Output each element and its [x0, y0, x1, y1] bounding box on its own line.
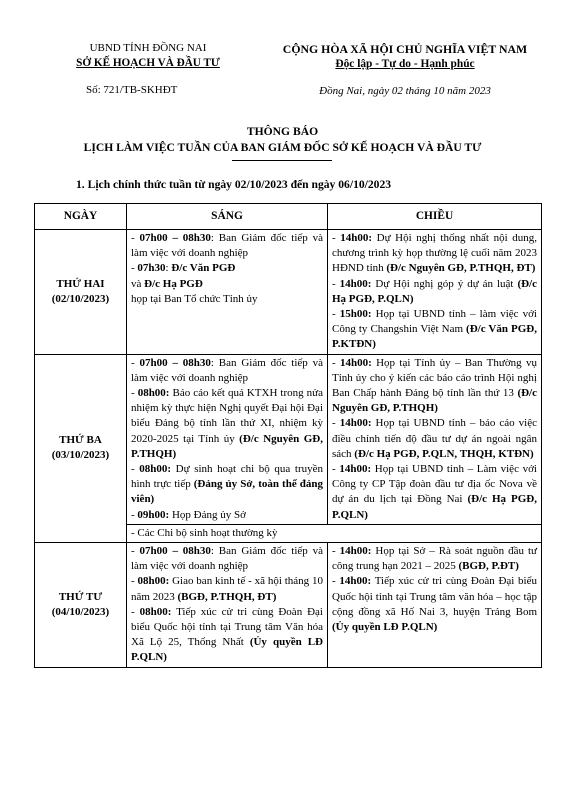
entry-text: -	[332, 308, 340, 321]
schedule-entry	[332, 462, 537, 523]
entry-text: -	[332, 417, 340, 430]
schedule-entry	[332, 277, 537, 307]
entry-text: :	[165, 262, 172, 275]
day-cell	[35, 230, 127, 355]
schedule-entry	[131, 231, 323, 261]
entry-text: Họp tại UBND tỉnh – làm việc với Công ty Changshin Việt Nam	[332, 308, 537, 336]
morning-cell	[127, 230, 328, 355]
entry-text: : Ban Giám đốc tiếp và làm việc với doanh nghiệp	[131, 545, 323, 573]
schedule-entry	[332, 544, 537, 574]
schedule-entry	[131, 386, 323, 462]
issuing-agency-block	[48, 42, 248, 98]
document-date: Đồng Nai, ngày 02 tháng 10 năm 2023	[319, 84, 491, 97]
entry-time: 14h00:	[339, 575, 372, 588]
entry-time: 14h00:	[339, 417, 372, 430]
entry-text: Họp tại Tỉnh ủy – Ban Thường vụ Tỉnh ủy cho ý kiến các báo cáo trình Hội nghị Ban Chấp hành Đảng bộ tỉnh lần thứ 13	[332, 356, 537, 400]
morning-cell	[127, 543, 328, 668]
entry-attendees: (BGĐ, P.THQH, ĐT)	[177, 590, 277, 603]
entry-text: : Ban Giám đốc tiếp và làm việc với doanh nghiệp	[131, 232, 323, 260]
entry-text: -	[332, 463, 340, 476]
schedule-entry	[131, 605, 323, 666]
entry-attendees: (Đ/c Văn PGĐ, P.KTĐN)	[332, 323, 537, 351]
day-date: (03/10/2023)	[51, 449, 110, 462]
schedule-entry	[332, 307, 537, 353]
table-row	[35, 354, 542, 524]
entry-time: 14h00:	[340, 356, 372, 369]
entry-attendees: (Ủy quyền LĐ P.QLN)	[131, 636, 324, 664]
entry-time: 14h00:	[339, 463, 372, 476]
document-type: THÔNG BÁO	[246, 125, 319, 138]
entry-attendees: (Ủy quyền LĐ P.QLN)	[332, 621, 438, 634]
day-name: THỨ BA	[59, 434, 102, 447]
entry-time: 14h00:	[339, 277, 372, 290]
entry-text: Giao ban kinh tế - xã hội tháng 10 năm 2023	[131, 575, 323, 603]
entry-attendees: (Đ/c Nguyên GĐ, P.THQH, ĐT)	[386, 262, 536, 275]
entry-text: và	[131, 277, 145, 290]
entry-text: -	[332, 232, 341, 244]
entry-text: Họp tại UBND tỉnh – báo cáo việc điều chỉnh tiến độ đầu tư dự án ngoài ngân sách	[332, 417, 537, 460]
entry-time: 08h00:	[137, 575, 170, 588]
table-row	[35, 230, 542, 355]
entry-time: 08h00:	[139, 463, 172, 476]
entry-time: 09h00:	[137, 508, 170, 521]
schedule-entry	[131, 277, 323, 292]
entry-time: 14h00:	[339, 545, 372, 558]
entry-text: Báo cáo kết quả KTXH trong nửa nhiệm kỳ thực hiện Nghị quyết Đại hội Đại biểu Đảng bộ tỉnh lần thứ XI, nhiệm kỳ 2020-2025 tại Tỉnh ủy	[131, 387, 323, 445]
schedule-entry	[332, 231, 537, 277]
entry-attendees: Đ/c Hạ PGĐ	[144, 277, 203, 290]
entry-time: 15h00:	[339, 308, 372, 321]
entry-text: -	[131, 508, 138, 521]
entry-text: -	[131, 545, 140, 558]
entry-text: -	[332, 545, 340, 558]
entry-text: Họp Đảng ủy Sở	[169, 508, 246, 521]
document-number: Số: 721/TB-SKHĐT	[86, 83, 178, 96]
schedule-entry	[332, 356, 537, 417]
entry-text: Dự sinh hoạt chi bộ qua truyền hình trực tiếp	[131, 463, 323, 491]
afternoon-cell	[328, 543, 542, 668]
entry-text: -	[332, 356, 340, 369]
day-cell	[35, 354, 127, 542]
header-afternoon: CHIỀU	[328, 204, 542, 230]
entry-attendees: (Đ/c Hạ PGĐ, P.QLN)	[332, 493, 537, 521]
entry-attendees: Đ/c Văn PGĐ	[171, 262, 236, 275]
entry-attendees: (Đ/c Nguyên GĐ, P.THQH)	[332, 387, 537, 415]
entry-text: Tiếp xúc cử tri cùng Đoàn Đại biểu Quốc hội tỉnh tại Trung tâm Văn hóa Xã Lộ 25, Thống Nhất	[131, 605, 323, 649]
entry-text: Họp tại UBND tỉnh – Làm việc với Công ty CP Tập đoàn đầu tư địa ốc Nova về dự án du lịch tại Đồng Nai	[332, 463, 537, 506]
entry-time: 07h30	[137, 262, 166, 275]
header-day: NGÀY	[35, 204, 127, 230]
entry-attendees: (BGĐ, P.ĐT)	[458, 560, 519, 573]
entry-text: họp tại Ban Tổ chức Tỉnh ủy	[131, 292, 258, 305]
day-name: THỨ TƯ	[58, 590, 103, 603]
entry-text: -	[131, 262, 138, 275]
table-row	[35, 543, 542, 668]
national-motto: Độc lập - Tự do - Hạnh phúc	[335, 57, 475, 70]
document-title: LỊCH LÀM VIỆC TUẦN CỦA BAN GIÁM ĐỐC SỞ KẾ HOẠCH VÀ ĐẦU TƯ	[83, 141, 482, 154]
entry-text: Tiếp xúc cử tri cùng Đoàn Đại biểu Quốc hội tỉnh tại Trung tâm văn hóa – học tập cộng đồng xã Hố Nai 3, huyện Trảng Bom	[332, 575, 537, 618]
afternoon-cell	[328, 230, 542, 355]
day-name: THỨ HAI	[56, 277, 105, 290]
entry-attendees: (Đ/c Hạ PGĐ, P.QLN)	[332, 277, 537, 305]
entry-text: -	[131, 605, 140, 618]
entry-time: 07h00 – 08h30	[139, 232, 211, 244]
day-cell	[35, 543, 127, 668]
entry-text: -	[131, 356, 140, 369]
entry-time: 08h00:	[137, 387, 170, 400]
header-morning: SÁNG	[127, 204, 328, 230]
schedule-entry	[131, 508, 323, 523]
schedule-entry	[131, 292, 323, 307]
schedule-entry	[131, 356, 323, 386]
entry-attendees: (Đ/c Nguyên GĐ, P.THQH)	[131, 432, 323, 460]
entry-text: Dự Hội nghị thống nhất nội dung, chương trình kỳ họp thường lệ cuối năm 2023 HĐND tỉnh	[332, 232, 537, 275]
entry-text: Họp tại Sở – Rà soát nguồn đầu tư công trung hạn 2021 – 2025	[332, 545, 537, 573]
table-header-row	[35, 204, 542, 230]
weekly-schedule-table	[34, 203, 542, 668]
national-title: CỘNG HÒA XÃ HỘI CHỦ NGHĨA VIỆT NAM	[282, 42, 528, 56]
schedule-entry	[131, 462, 323, 508]
schedule-entry	[131, 574, 323, 604]
schedule-entry	[131, 544, 323, 574]
day-date: (04/10/2023)	[51, 605, 110, 618]
entry-text: -	[131, 232, 140, 244]
day-date: (02/10/2023)	[51, 292, 110, 305]
morning-cell	[127, 354, 328, 524]
section-heading: 1. Lịch chính thức tuần từ ngày 02/10/2023 đến ngày 06/10/2023	[76, 178, 392, 191]
entry-time: 07h00 – 08h30	[139, 545, 211, 558]
entry-time: 08h00:	[139, 605, 172, 618]
note-cell: - Các Chi bộ sinh hoạt thường kỳ	[127, 524, 542, 542]
schedule-entry	[332, 574, 537, 635]
entry-time: 14h00:	[340, 232, 373, 244]
entry-time: 07h00 – 08h30	[139, 356, 211, 369]
agency-name: SỞ KẾ HOẠCH VÀ ĐẦU TƯ	[76, 56, 220, 69]
entry-text: : Ban Giám đốc tiếp và làm việc với doanh nghiệp	[131, 356, 323, 384]
entry-text: -	[131, 575, 138, 588]
entry-text: -	[332, 575, 340, 588]
title-divider	[232, 160, 332, 161]
entry-attendees: (Đảng ủy Sở, toàn thể đảng viên)	[131, 478, 323, 506]
entry-attendees: (Đ/c Hạ PGĐ, P.QLN, THQH, KTĐN)	[354, 447, 534, 460]
entry-text: Dự Hội nghị góp ý dự án luật	[371, 277, 518, 290]
entry-text: -	[131, 387, 138, 400]
entry-text: -	[332, 277, 340, 290]
entry-text: -	[131, 463, 140, 476]
afternoon-cell	[328, 354, 542, 524]
schedule-entry	[131, 261, 323, 276]
schedule-entry	[332, 416, 537, 462]
national-header-block	[255, 42, 555, 99]
agency-parent: UBND TỈNH ĐỒNG NAI	[89, 42, 207, 54]
